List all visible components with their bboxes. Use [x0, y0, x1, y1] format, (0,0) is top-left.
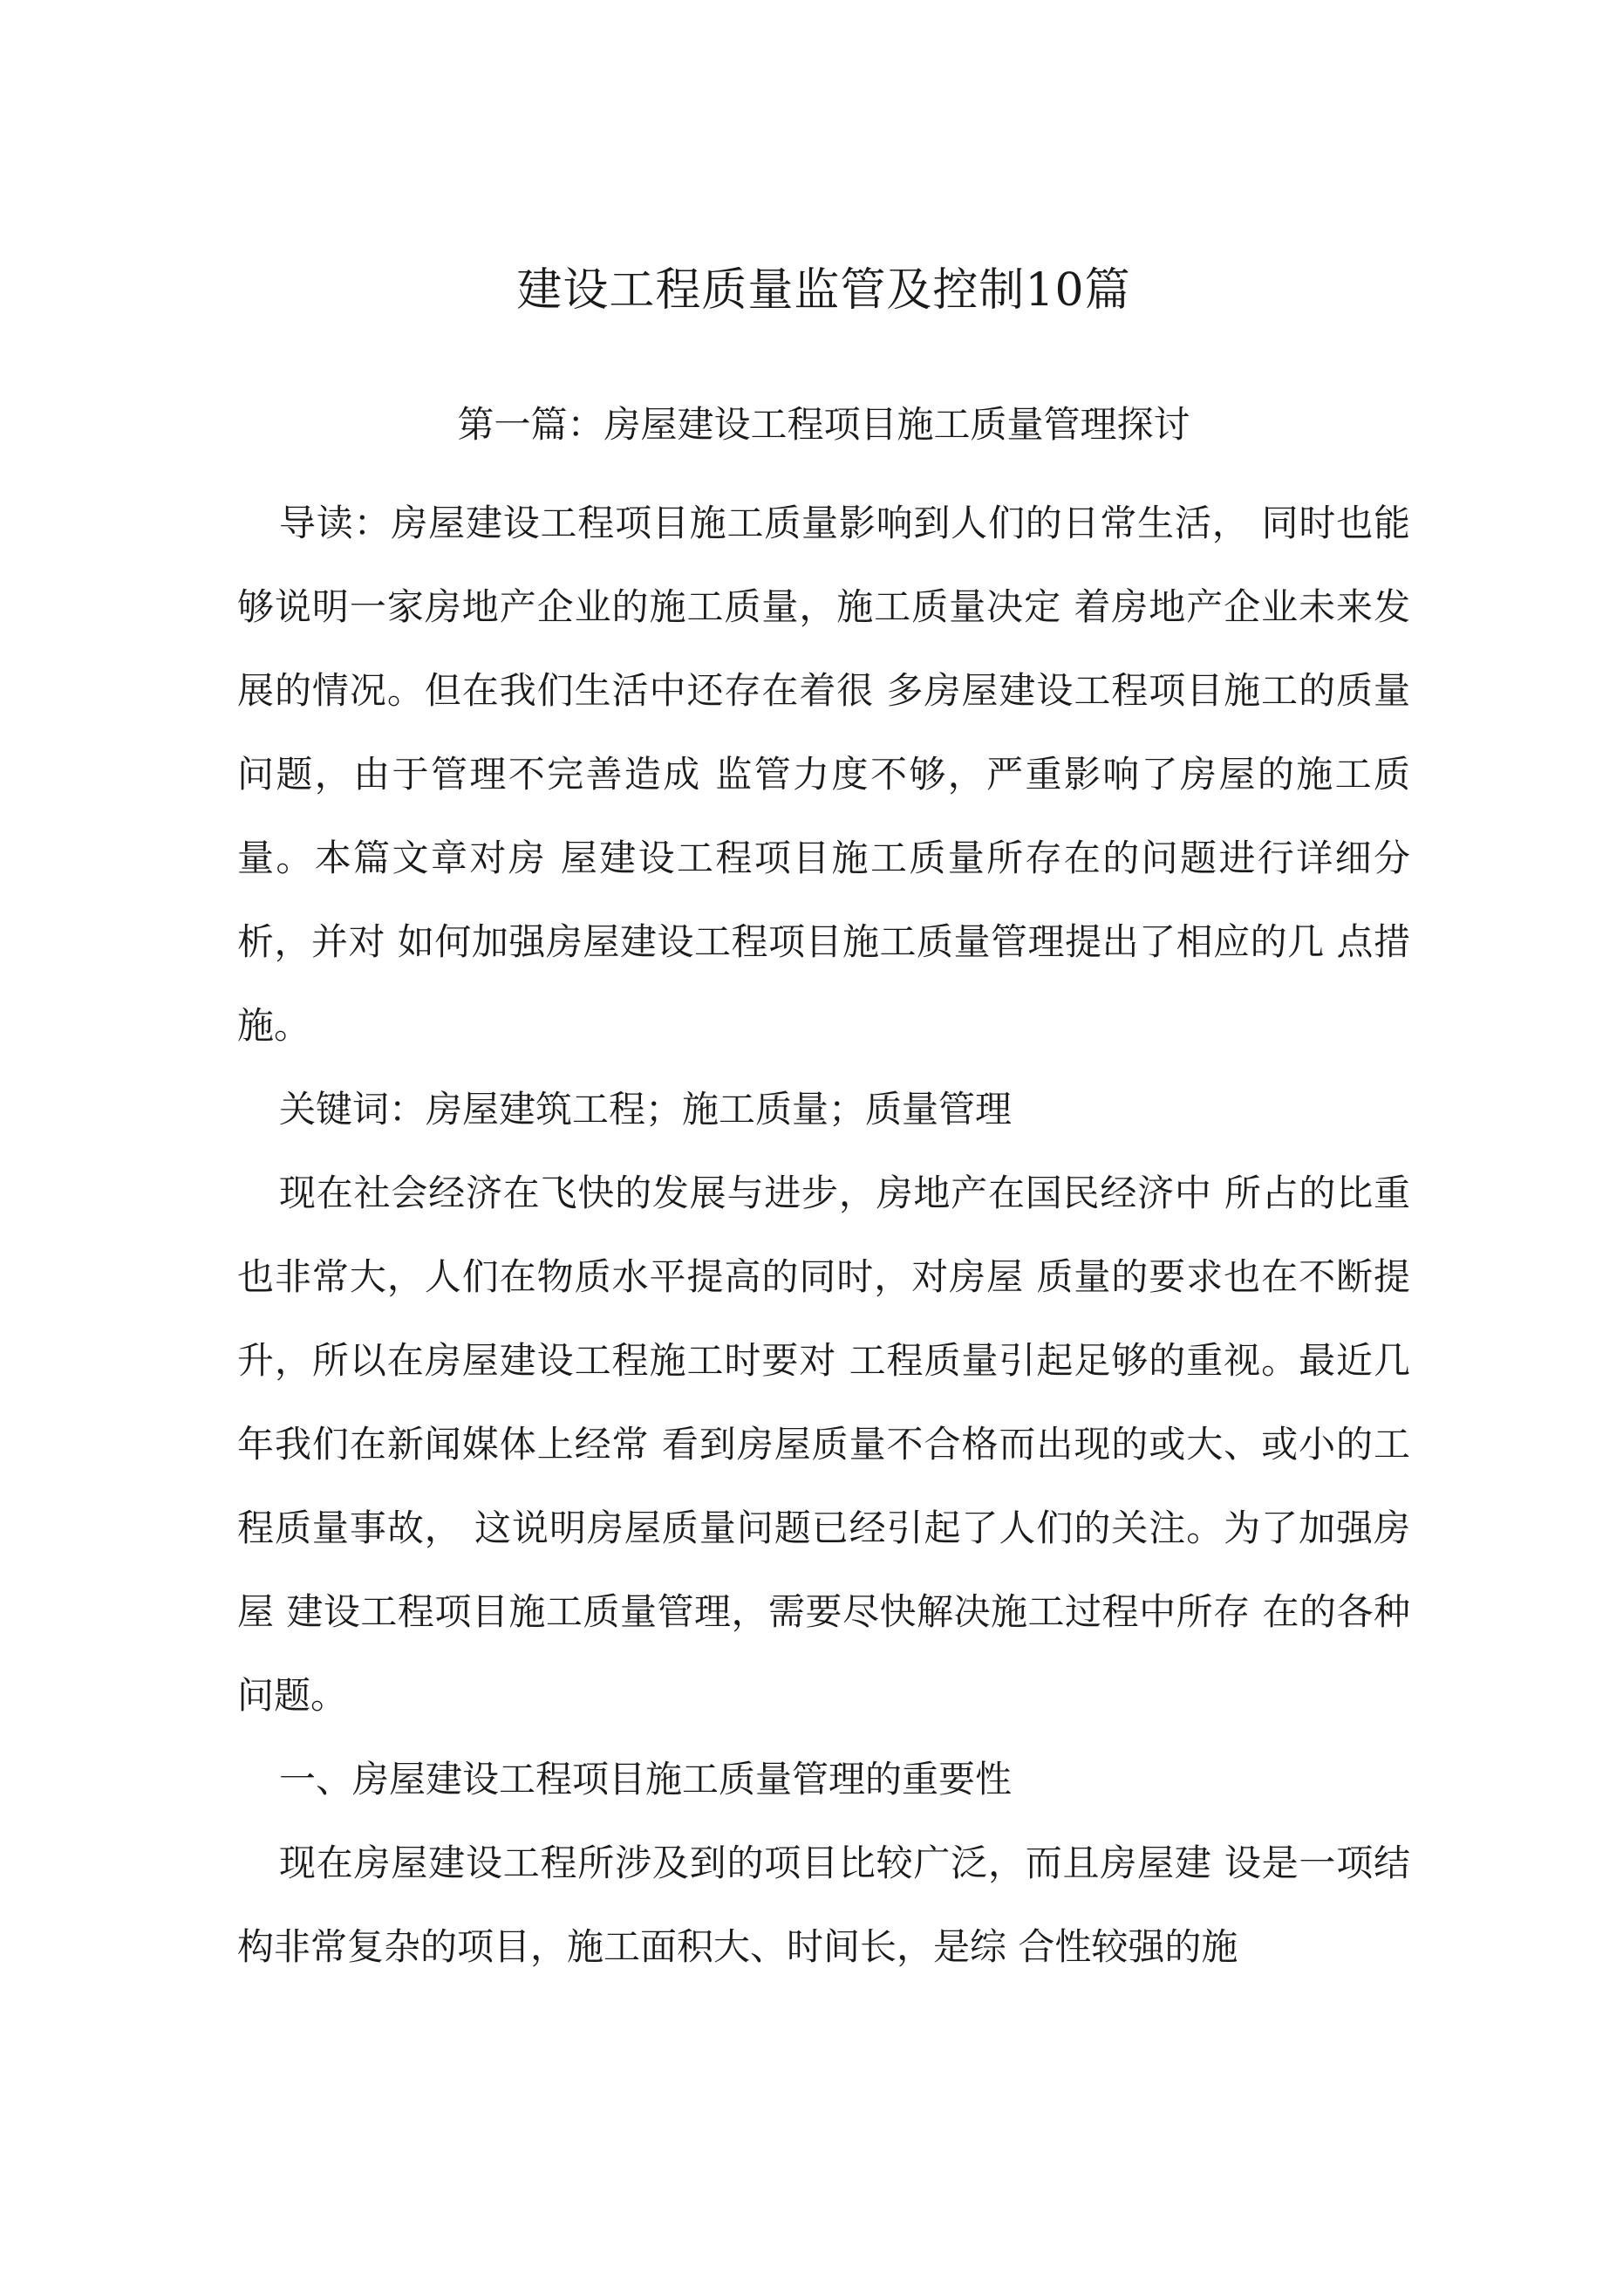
body-paragraph-2: 现在房屋建设工程所涉及到的项目比较广泛，而且房屋建 设是一项结构非常复杂的项目，施工面积大、时间长，是综 合性较强的施 [237, 1842, 1410, 1969]
body-paragraph-1: 现在社会经济在飞快的发展与进步，房地产在国民经济中 所占的比重也非常大，人们在物质水平提高的同时，对房屋 质量的要求也在不断提升，所以在房屋建设工程施工时要对 工程质量引起足够的重视。最近几年我们在新闻媒体上经常 看到房屋质量不合格而出现的或大、或小的工程质量事故， 这说明房屋质量问题已经引起了人们的关注。为了加强房屋 建设工程项目施工质量管理，需要尽快解决施工过程中所存 在的各种问题。 [237, 1172, 1410, 1718]
page-content [237, 262, 1410, 1989]
section-heading: 一、房屋建设工程项目施工质量管理的重要性 [279, 1758, 1013, 1801]
article-subtitle: 第一篇：房屋建设工程项目施工质量管理探讨 [457, 402, 1190, 446]
keywords-line: 关键词：房屋建筑工程；施工质量；质量管理 [279, 1088, 1013, 1131]
document-title: 建设工程质量监管及控制10篇 [516, 264, 1131, 317]
intro-paragraph: 导读：房屋建设工程项目施工质量影响到人们的日常生活， 同时也能够说明一家房地产企业的施工质量，施工质量决定 着房地产企业未来发展的情况。但在我们生活中还存在着很 多房屋建设工程项目施工的质量问题，由于管理不完善造成 监管力度不够，严重影响了房屋的施工质量。本篇文章对房 屋建设工程项目施工质量所存在的问题进行详细分析，并对 如何加强房屋建设工程项目施工质量管理提出了相应的几 点措施。 [237, 502, 1410, 1048]
